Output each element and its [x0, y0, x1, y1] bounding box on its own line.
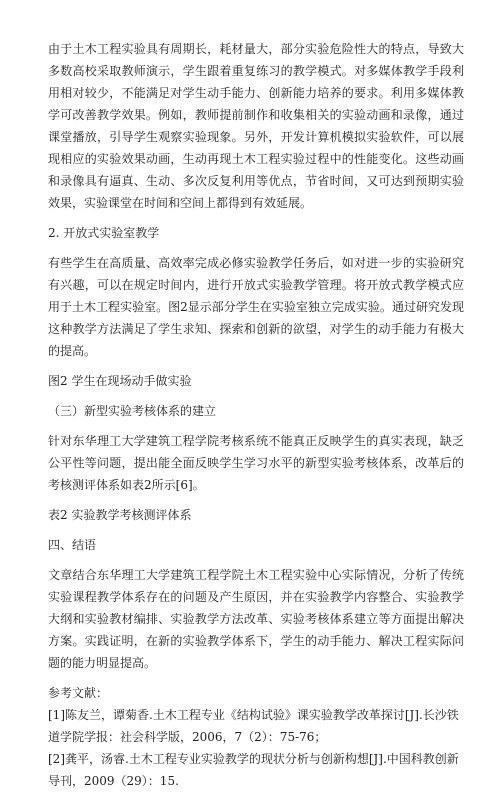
section-title-conclusion: 四、结语	[48, 538, 97, 552]
paragraph-assessment: 针对东华理工大学建筑工程学院考核系统不能真正反映学生的真实表现，缺乏公平性等问题，提出能全面反映学生学习水平的新型实验考核体系，改革后的考核测评体系如表2所示[6]。	[48, 434, 464, 492]
figure-caption: 图2 学生在现场动手做实验	[48, 374, 192, 388]
reference-item-1: [1]陈友兰，谭菊香.土木工程专业《结构试验》课实验教学改革探讨[J].长沙铁道学院学报：社会科学版，2006，7（2）：75-76；	[48, 708, 459, 744]
reference-item-2: [2]龚平，汤睿.土木工程专业实验教学的现状分析与创新构想[J].中国科教创新导刊，2009（29）：15.	[48, 752, 459, 788]
paragraph-open-lab: 有些学生在高质量、高效率完成必修实验教学任务后，如对进一步的实验研究有兴趣，可以在规定时间内，进行开放式实验教学管理。将开放式教学模式应用于土木工程实验室。图2显示部分学生在实验室独立完成实验。通过研究发现这种教学方法满足了学生求知、探索和创新的欲望，对学生的动手能力有极大的提高。	[48, 256, 464, 358]
table-caption: 表2 实验教学考核测评体系	[48, 508, 192, 522]
paragraph-multimedia: 由于土木工程实验具有周期长，耗材量大，部分实验危险性大的特点，导致大多数高校采取教师演示，学生跟着重复练习的教学模式。对多媒体教学手段利用相对较少，不能满足对学生动手能力、创新能力培养的要求。利用多媒体教学可改善教学效果。例如，教师提前制作和收集相关的实验动画和录像，通过课堂播放，引导学生观察实验现象。另外，开发计算机模拟实验软件，可以展现相应的实验效果动画，生动再现土木工程实验过程中的性能变化。这些动画和录像具有逼真、生动、多次反复利用等优点，节省时间，又可达到预期实验效果，实验课堂在时间和空间上都得到有效延展。	[48, 42, 464, 210]
references-title: 参考文献：	[48, 686, 109, 700]
heading-open-lab: 2. 开放式实验室教学	[48, 226, 160, 240]
paragraph-conclusion: 文章结合东华理工大学建筑工程学院土木工程实验中心实际情况，分析了传统实验课程教学体系存在的问题及产生原因，并在实验教学内容整合、实验教学大纲和实验教材编排、实验教学方法改革、实验考核体系建立等方面提出解决方案。实践证明，在新的实验教学体系下，学生的动手能力、解决工程实际问题的能力明显提高。	[48, 568, 464, 670]
section-title-assessment: （三）新型实验考核体系的建立	[48, 404, 217, 418]
